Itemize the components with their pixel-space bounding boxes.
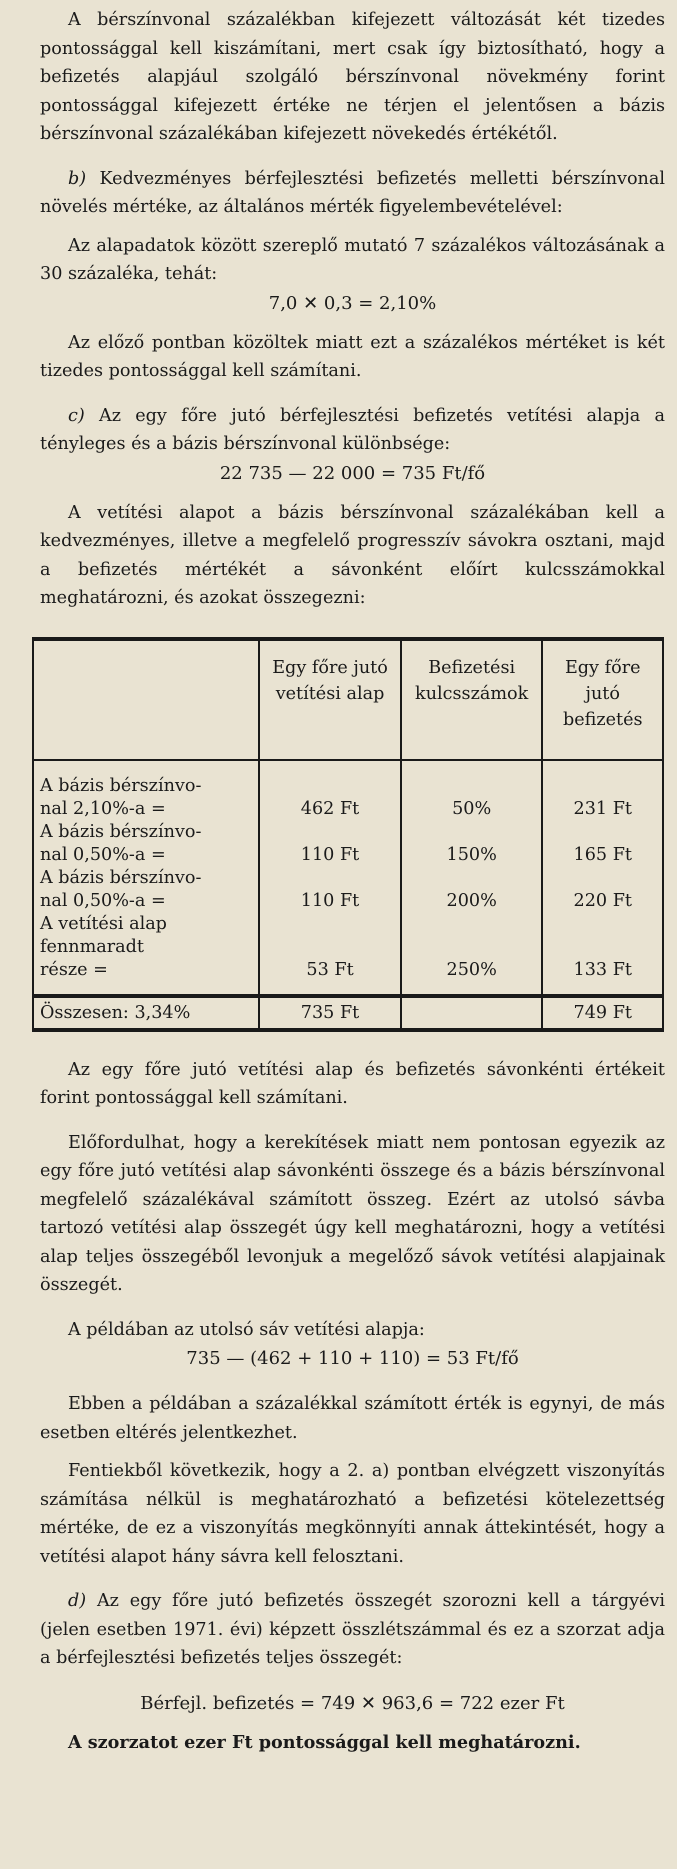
row-befizetes: 165 Ft bbox=[542, 821, 663, 867]
table-row bbox=[33, 913, 663, 996]
row-befizetes: 231 Ft bbox=[542, 760, 663, 821]
row-label-line1: A vetítési alap fennmaradt bbox=[40, 913, 167, 957]
paragraph-d bbox=[40, 1587, 665, 1673]
row-befizetes: 133 Ft bbox=[542, 913, 663, 996]
contribution-table bbox=[32, 637, 664, 1032]
row-label bbox=[33, 821, 259, 867]
paragraph-conclusion: Fentiekből következik, hogy a 2. a) pontban elvégzett viszonyítás számítása nélkül is meghatározható a befizetési kötelezettség mértéke, de ez a viszonyítás megkönnyíti annak áttekintését, hogy a vetítési alapot hány sávra kell felosztani. bbox=[40, 1461, 665, 1567]
formula-example: 735 — (462 + 110 + 110) = 53 Ft/fő bbox=[186, 1348, 519, 1369]
header-kulcs: Befizetési kulcsszámok bbox=[401, 639, 543, 760]
total-befizetes: 749 Ft bbox=[542, 996, 663, 1030]
row-label bbox=[33, 760, 259, 821]
table-row bbox=[33, 760, 663, 821]
row-alap: 110 Ft bbox=[259, 821, 401, 867]
paragraph-c bbox=[40, 402, 665, 459]
formula-c: 22 735 — 22 000 = 735 Ft/fő bbox=[219, 462, 486, 484]
row-kulcs: 250% bbox=[401, 913, 543, 996]
table-row bbox=[33, 867, 663, 913]
formula-b: 7,0 ✕ 0,3 = 2,10% bbox=[268, 292, 437, 314]
paragraph-b-note: Az előző pontban közöltek miatt ezt a százalékos mértéket is két tizedes pontossággal kell számítani. bbox=[40, 332, 665, 381]
total-kulcs bbox=[401, 996, 543, 1030]
table-row bbox=[33, 821, 663, 867]
label-c: c) bbox=[68, 405, 85, 426]
row-befizetes: 220 Ft bbox=[542, 867, 663, 913]
row-label bbox=[33, 913, 259, 996]
paragraph-c-detail: A vetítési alapot a bázis bérszínvonal százalékában kell a kedvezményes, illetve a megfelelő progresszív sávokra osztani, majd a befizetés mértékét a sávonként előírt kulcsszámokkal meghatározni, és azokat összegezni: bbox=[40, 502, 665, 608]
label-b: b) bbox=[68, 168, 87, 189]
table-header-row bbox=[33, 639, 663, 760]
row-label bbox=[33, 867, 259, 913]
paragraph-final: A szorzatot ezer Ft pontossággal kell meghatározni. bbox=[68, 1731, 581, 1753]
row-label-line2: nal 0,50%-a = bbox=[40, 844, 166, 865]
row-alap: 53 Ft bbox=[259, 913, 401, 996]
paragraph-after-table-2: Előfordulhat, hogy a kerekítések miatt nem pontosan egyezik az egy főre jutó vetítési alap sávonkénti összege és a bázis bérszínvonal megfelelő százalékával számított összeg. Ezért az utolsó sávba tartozó vetítési alap összegét úgy kell meghatározni, hogy a vetítési alap teljes összegéből levonjuk a megelőző sávok vetítési alapjainak összegét. bbox=[40, 1132, 665, 1295]
row-alap: 462 Ft bbox=[259, 760, 401, 821]
table-total-row bbox=[33, 996, 663, 1030]
label-d: d) bbox=[68, 1591, 87, 1611]
header-label-cell bbox=[33, 639, 259, 760]
paragraph-b-text: Kedvezményes bérfejlesztési befizetés melletti bérszínvonal növelés mértéke, az általános mérték figyelembevételével: bbox=[40, 168, 666, 217]
total-label: Összesen: 3,34% bbox=[33, 996, 259, 1030]
row-alap: 110 Ft bbox=[259, 867, 401, 913]
header-alap: Egy főre jutó vetítési alap bbox=[259, 639, 401, 760]
paragraph-b bbox=[40, 165, 665, 222]
row-label-line2: része = bbox=[40, 959, 108, 980]
row-label-line2: nal 0,50%-a = bbox=[40, 890, 166, 911]
row-label-line2: nal 2,10%-a = bbox=[40, 798, 166, 819]
paragraph-after-table-1: Az egy főre jutó vetítési alap és befizetés sávonkénti értékeit forint pontossággal kell számítani. bbox=[40, 1059, 665, 1108]
row-label-line1: A bázis bérszínvo- bbox=[40, 821, 202, 842]
row-label-line1: A bázis bérszínvo- bbox=[40, 775, 202, 796]
paragraph-d-text: Az egy főre jutó befizetés összegét szorozni kell a tárgyévi (jelen esetben 1971. évi) képzett összlétszámmal és ez a szorzat adja a bérfejlesztési befizetés teljes összegét: bbox=[40, 1591, 666, 1668]
formula-d: Bérfejl. befizetés = 749 ✕ 963,6 = 722 ezer Ft bbox=[140, 1692, 565, 1714]
paragraph-c-text: Az egy főre jutó bérfejlesztési befizetés vetítési alapja a tényleges és a bázis bérszínvonal különbsége: bbox=[40, 405, 666, 454]
row-kulcs: 150% bbox=[401, 821, 543, 867]
row-kulcs: 200% bbox=[401, 867, 543, 913]
header-befizetes: Egy főre jutó befizetés bbox=[542, 639, 663, 760]
row-label-line1: A bázis bérszínvo- bbox=[40, 867, 202, 888]
total-alap: 735 Ft bbox=[259, 996, 401, 1030]
paragraph-b-detail: Az alapadatok között szereplő mutató 7 százalékos változásának a 30 százaléka, tehát: bbox=[40, 235, 665, 284]
row-kulcs: 50% bbox=[401, 760, 543, 821]
paragraph-intro: A bérszínvonal százalékban kifejezett változását két tizedes pontossággal kell kiszámítani, mert csak így biztosítható, hogy a befizetés alapjául szolgáló bérszínvonal növekmény forint pontossággal kifejezett értéke ne térjen el jelentősen a bázis bérszínvonal százalékában kifejezett növekedés értékétől. bbox=[40, 10, 665, 144]
paragraph-example-intro: A példában az utolsó sáv vetítési alapja: bbox=[68, 1319, 425, 1340]
paragraph-example-note: Ebben a példában a százalékkal számított érték is egynyi, de más esetben eltérés jelentkezhet. bbox=[40, 1394, 665, 1443]
